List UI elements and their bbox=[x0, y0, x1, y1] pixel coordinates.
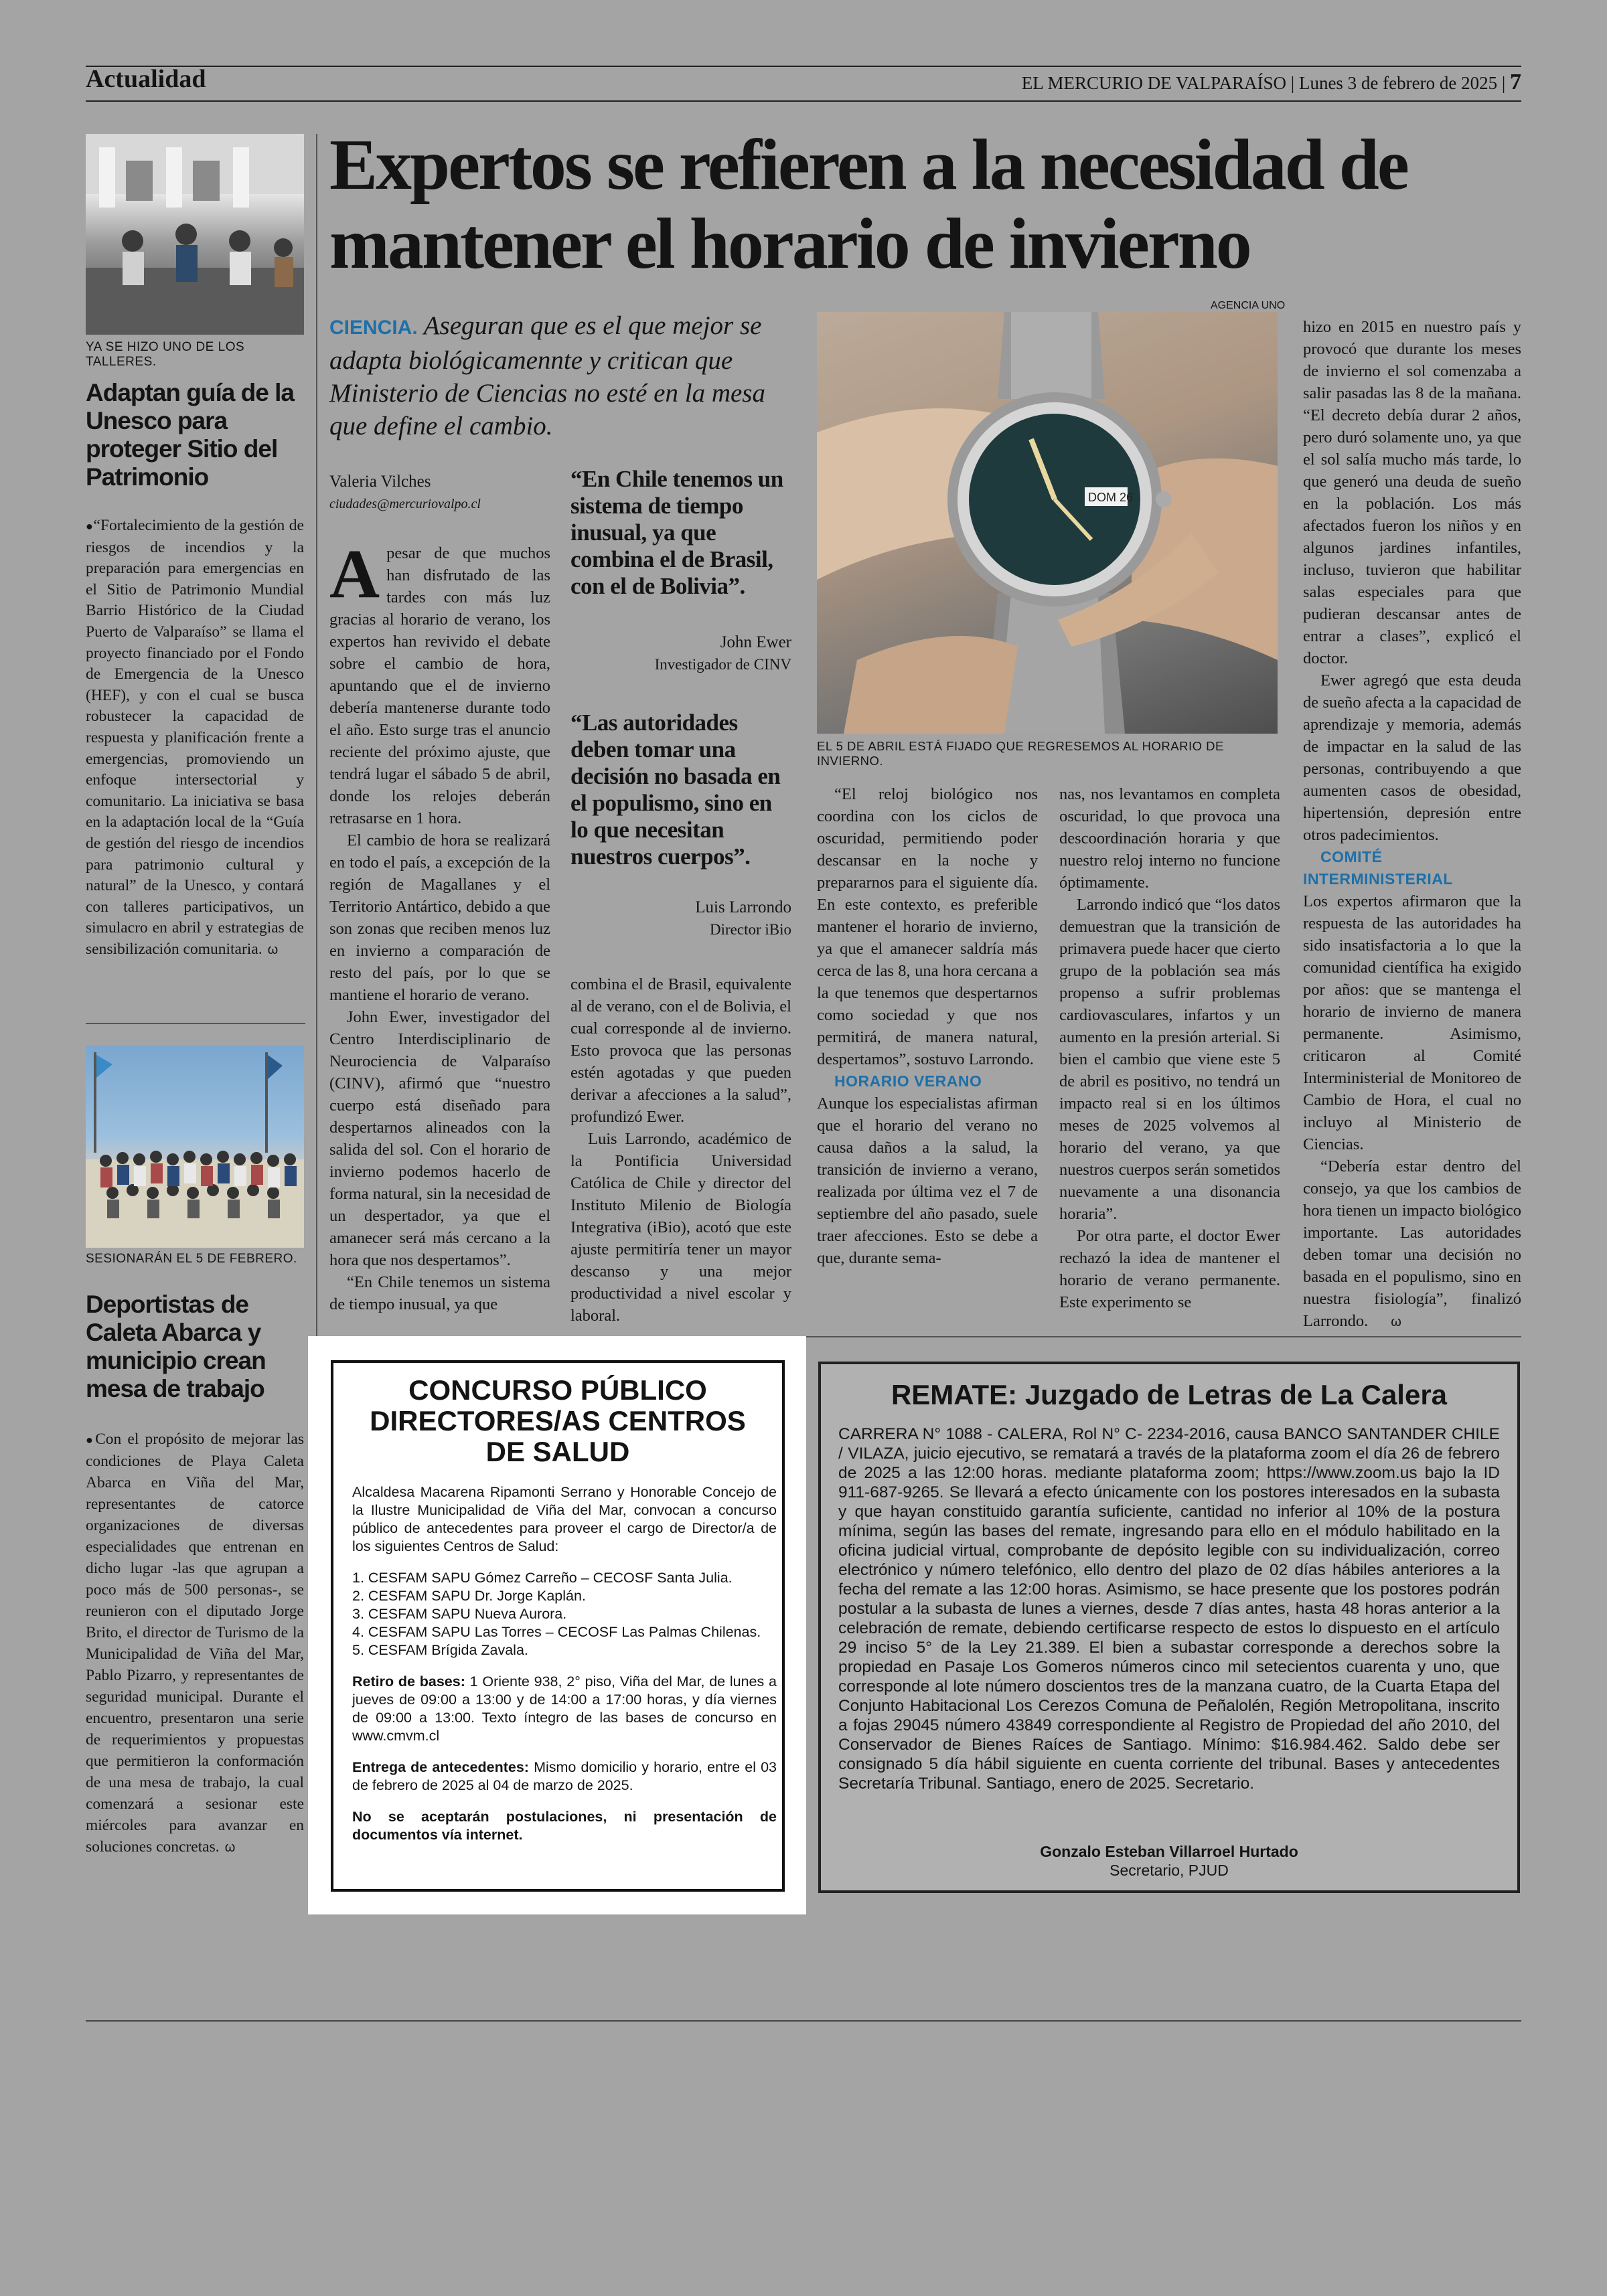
end-mark: ω bbox=[224, 1840, 236, 1855]
beach-group-illustration bbox=[86, 1046, 304, 1248]
quote2-role: Director iBio bbox=[710, 921, 791, 938]
page-number: 7 bbox=[1510, 70, 1521, 94]
concurso-note: No se aceptarán postulaciones, ni presentación de documentos vía internet. bbox=[352, 1809, 777, 1843]
col4-para-3: Por otra parte, el doctor Ewer rechazó la idea de mantener el horario de verano permanente. Este experimento se bbox=[1059, 1227, 1280, 1311]
page-bottom-rule bbox=[86, 2020, 1521, 2022]
header-rule bbox=[86, 66, 1521, 67]
col5-para-1: hizo en 2015 en nuestro país y provocó que durante los meses de invierno el sol comenzaba a salir pasadas las 8 de la mañana. “El decreto debía durar 2 años, pero duró solamente uno, ya que el sol salía mucho más tarde, lo que generó una deuda de sueño en la población. Los más afectados fueron los niños y en algunos jardines infantiles, incluso, tuvieron que habilitar salas especiales para que pudieran descansar antes de entrar a clases”, explicó el doctor. bbox=[1303, 318, 1521, 667]
remate-ad-title: REMATE: Juzgado de Letras de La Calera bbox=[891, 1379, 1448, 1410]
concurso-retiro bbox=[352, 1673, 777, 1745]
col5-para-3: Los expertos afirmaron que la respuesta de las autoridades ha sido insatisfactoria a lo que la comunidad científica ha exigido por años: que se mantenga el horario de invierno de manera permanente. Asimismo, criticaron al Comité Interministerial de Monitoreo de Cambio de Hora, el cual no incluyo al Ministerio de Ciencias. bbox=[1303, 892, 1521, 1153]
watch-illustration bbox=[817, 312, 1278, 734]
paper-date bbox=[1022, 70, 1521, 95]
drop-cap: A bbox=[329, 536, 380, 612]
story1-headline: Adaptan guía de la Unesco para proteger Sitio del Patrimonio bbox=[86, 379, 294, 491]
col1-para-4: “En Chile tenemos un sistema de tiempo inusual, ya que bbox=[329, 1273, 550, 1313]
article-col-1 bbox=[329, 536, 550, 1315]
article-col-4 bbox=[1059, 783, 1280, 1313]
article-col-3 bbox=[817, 783, 1038, 1269]
story2-headline: Deportistas de Caleta Abarca y municipio crean mesa de trabajo bbox=[86, 1291, 266, 1402]
paper-date-text: EL MERCURIO DE VALPARAÍSO | Lunes 3 de febrero de 2025 | bbox=[1021, 73, 1506, 93]
concurso-centers-list bbox=[352, 1569, 777, 1659]
concurso-ad-title: CONCURSO PÚBLICO DIRECTORES/AS CENTROS DE SALUD bbox=[370, 1374, 746, 1467]
col2-para-2: Luis Larrondo, académico de la Pontificia Universidad Católica de Chile y director del Instituto Milenio de Biología Integrativa (iBio), acotó que este ajuste permitiría tener un mayor descanso y una mejor productividad a nivel escolar y laboral. bbox=[570, 1130, 791, 1325]
col1-para-2: El cambio de hora se realizará en todo el país, a excepción de la región de Magallanes y el Territorio Antártico, debido a que son zonas que reciben menos luz en invierno a comparación de resto del país, por lo que se mantiene el horario de verano. bbox=[329, 831, 550, 1004]
end-mark: ω bbox=[267, 942, 279, 957]
watch-date-window: DOM 26 bbox=[1088, 491, 1134, 504]
workshop-illustration bbox=[86, 134, 304, 335]
subhead-comite: COMITÉ INTERMINISTERIAL bbox=[1303, 848, 1453, 888]
concurso-ad-body bbox=[352, 1483, 777, 1858]
story2-caption: SESIONARÁN EL 5 DE FEBRERO. bbox=[86, 1252, 297, 1266]
author-email: ciudades@mercuriovalpo.cl bbox=[329, 497, 481, 511]
article-headline: Expertos se refieren a la necesidad de mantener el horario de invierno bbox=[329, 125, 1407, 284]
remate-signer-role: Secretario, PJUD bbox=[1109, 1862, 1229, 1879]
end-mark: ω bbox=[1391, 1315, 1401, 1329]
concurso-center-item: 5. CESFAM Brígida Zavala. bbox=[352, 1642, 528, 1658]
story1-caption: YA SE HIZO UNO DE LOS TALLERES. bbox=[86, 340, 245, 369]
header-underline bbox=[86, 100, 1521, 102]
article-col-5 bbox=[1303, 316, 1521, 1333]
subhead-horario-verano: HORARIO VERANO bbox=[834, 1072, 982, 1090]
concurso-retiro-label: Retiro de bases: bbox=[352, 1673, 465, 1690]
article-col-2 bbox=[570, 973, 791, 1327]
remate-signer: Gonzalo Esteban Villarroel Hurtado bbox=[1040, 1843, 1298, 1860]
col4-para-1: nas, nos levantamos en completa oscuridad, lo que provoca una descoordinación horaria y que nuestro reloj interno no funcione óptimamente. bbox=[1059, 785, 1280, 892]
section-tag: CIENCIA. bbox=[329, 317, 418, 339]
quote1-name: John Ewer bbox=[720, 633, 791, 651]
concurso-center-item: 1. CESFAM SAPU Gómez Carreño – CECOSF Santa Julia. bbox=[352, 1570, 733, 1586]
watch-photo bbox=[817, 312, 1278, 734]
col3-para-2: Aunque los especialistas afirman que el horario del verano no causa daños a la salud, la transición de invierno a verano, realizada por última vez el 7 de septiembre del año pasado, suele traer afecciones. Esto se debe a que, durante sema- bbox=[817, 1094, 1038, 1267]
col5-para-4: “Debería estar dentro del consejo, ya que los cambios de hora tienen un impacto biológico importante. Las autoridades deben tomar una decisión no basada en el populismo, sino en nuestra fisiología”, finalizó Larrondo. ω bbox=[1303, 1155, 1521, 1333]
story1-text: ● “Fortalecimiento de la gestión de riesgos de incendios y la preparación para emergencias en el Sitio de Patrimonio Mundial Barrio Histórico de la Ciudad Puerto de Valparaíso” se llama el proyecto financiado por el Fondo de Emergencia de la Unesco (HEF), y con el cual se busca robustecer la capacidad de respuesta y planificación frente a emergencias, promoviendo un enfoque intersectorial y comunitario. La iniciativa se basa en la adaptación local de la “Guía de gestión del riesgo de incendios para patrimonio cultural y natural” de la Unesco, y contará con talleres participativos, un simulacro en abril y estrategias de sensibilización comunitaria. ω bbox=[86, 515, 304, 961]
story2-body bbox=[86, 1428, 304, 1858]
story2-text: ● Con el propósito de mejorar las condiciones de Playa Caleta Abarca en Viña del Mar, representantes de catorce organizaciones de diversas especialidades que entrenan en dicho lugar -las que agrupan a poco más de 500 personas-, se reunieron con el diputado Jorge Brito, el director de Turismo de la Municipalidad de Viña del Mar, Pablo Pizarro, y representantes de seguridad municipal. Durante el encuentro, presentaron una serie de requerimientos y propuestas que permitieron la conformación de una mesa de trabajo, la cual comenzará a sesionar este miércoles para avanzar en soluciones concretas. ω bbox=[86, 1428, 304, 1858]
deck-text: Aseguran que es el que mejor se adapta biológicamennte y critican que Ministerio de Ciencias no esté en la mesa que define el cambio. bbox=[329, 311, 765, 440]
concurso-entrega-label: Entrega de antecedentes: bbox=[352, 1759, 529, 1775]
pull-quote-2: “Las autoridades deben tomar una decisión no basada en el populismo, sino en lo que necesitan nuestros cuerpos”. bbox=[570, 710, 781, 870]
author-name: Valeria Vilches bbox=[329, 473, 431, 491]
pull-quote-1: “En Chile tenemos un sistema de tiempo inusual, ya que combina el de Brasil, con el de Bolivia”. bbox=[570, 466, 783, 599]
article-deck bbox=[329, 309, 798, 442]
col5-para-2: Ewer agregó que esta deuda de sueño afecta a la capacidad de aprendizaje y memoria, además de impactar en la salud de las personas, contribuyendo a que aumenten casos de obesidad, hipertensión, depresión entre otros padecimientos. bbox=[1303, 671, 1521, 844]
concurso-entrega-text: Mismo domicilio y horario, entre el 03 de febrero de 2025 al 04 de marzo de 2025. bbox=[352, 1759, 777, 1793]
col3-para-1: “El reloj biológico nos coordina con los ciclos de oscuridad, permitiendo poder descansar en la noche y prepararnos para el siguiente día. En este contexto, es preferible mantener el horario de invierno, ya que el amanecer saldría más cerca de las 8, una hora cercana a la que tenemos que despertarnos como sociedad y que nos permitirá, de manera natural, despertamos”, sostuvo Larrondo. bbox=[817, 785, 1038, 1068]
col4-para-2: Larrondo indicó que “los datos demuestran que la transición de primavera puede hacer que cierto grupo de la población sea más propenso a sufrir problemas cardiovasculares, infartos y un aumento en la presión arterial. Si bien el cambio que viene este 5 de abril es positivo, no tendrá un impacto real si en los últimos meses de 2025 volvemos al horario del verano, ya que nuestros cuerpos serán sometidos nuevamente a una disonancia horaria”. bbox=[1059, 896, 1280, 1223]
concurso-center-item: 4. CESFAM SAPU Las Torres – CECOSF Las Palmas Chilenas. bbox=[352, 1624, 761, 1640]
story1-body bbox=[86, 515, 304, 961]
col2-para-1: combina el de Brasil, equivalente al de verano, con el de Bolivia, el cual corresponde al de invierno. Esto provoca que las personas estén agotadas y que pueden derivar a afecciones a la salud”, profundizó Ewer. bbox=[570, 975, 791, 1126]
remate-ad-signature bbox=[830, 1842, 1508, 1880]
watch-caption: EL 5 DE ABRIL ESTÁ FIJADO QUE REGRESEMOS AL HORARIO DE INVIERNO. bbox=[817, 739, 1224, 768]
section-name: Actualidad bbox=[86, 65, 206, 93]
quote2-name: Luis Larrondo bbox=[695, 898, 791, 916]
concurso-entrega bbox=[352, 1758, 777, 1795]
concurso-retiro-text: 1 Oriente 938, 2° piso, Viña del Mar, de lunes a jueves de 09:00 a 13:00 y de 14:00 a 17:00 horas, y día viernes de 09:00 a 13:00. Texto íntegro de las bases de concurso en www.cmvm.cl bbox=[352, 1673, 777, 1744]
remate-ad-body: CARRERA N° 1088 - CALERA, Rol N° C- 2234-2016, causa BANCO SANTANDER CHILE / VILAZA, juicio ejecutivo, se rematará a través de la plataforma zoom el día 26 de febrero de 2025 a las 12:00 horas. mediante plataforma zoom; https://www.zoom.us bajo la ID 911-687-9265. Se llevará a efecto únicamente con los postores interesados en la subasta y que hayan constituido garantía suficiente, cantidad no inferior al 10% de la postura mínima, según las bases del remate, ingresando para ello en el módulo habilitado en la oficina judicial virtual, comprobante de depósito legible con su individualización, correo electrónico y número telefónico, ello dentro del plazo de 02 días hábiles anteriores a la fecha del remate a las 12:00 horas. Asimismo, se hace presente que los postores podrán postular a la subasta de lunes a viernes, desde 7 días antes, hasta 48 horas anterior a la celebración de remate, debiendo certificarse respecto de estos lo dispuesto en el artículo 29 inciso 5° de la Ley 21.389. El bien a subastar corresponde a derechos sobre la propiedad en Pasaje Los Gomeros números cinco mil setecientos cuarenta y uno, que corresponde al lote número doscientos tres de la manzana cuatro, de la Cuarta Etapa del Conjunto Habitacional Los Cerezos Comuna de Peñalolén, Región Metropolitana, inscrito a fojas 29045 número 43849 correspondiente al Registro de Propiedad del año 2010, del Conservador de Bienes Raíces de Santiago. Mínimo: $16.984.462. Saldo debe ser consignado 5 día hábil siguiente en cuenta corriente del tribunal. Bases y antecedentes Secretaría Tribunal. Santiago, enero de 2025. Secretario. bbox=[838, 1425, 1500, 1793]
workshop-photo bbox=[86, 134, 304, 335]
sidebar-divider bbox=[86, 1023, 305, 1024]
quote1-role: Investigador de CINV bbox=[654, 656, 791, 673]
concurso-center-item: 2. CESFAM SAPU Dr. Jorge Kaplán. bbox=[352, 1588, 586, 1604]
photo-credit: AGENCIA UNO bbox=[1211, 300, 1286, 311]
concurso-center-item: 3. CESFAM SAPU Nueva Aurora. bbox=[352, 1606, 567, 1622]
beach-group-photo bbox=[86, 1046, 304, 1248]
col1-para-1: Apesar de que muchos han disfrutado de las tardes con más luz gracias al horario de verano, los expertos han revivido el debate sobre el cambio de hora, apuntando que el de invierno debería mantenerse durante todo el año. Esto surge tras el anuncio reciente del próximo ajuste, que tendrá lugar el sábado 5 de abril, donde los relojes deberán retrasarse en 1 hora. bbox=[329, 536, 550, 827]
concurso-intro: Alcaldesa Macarena Ripamonti Serrano y Honorable Concejo de la Ilustre Municipalidad de Viña del Mar, convocan a concurso público de antecedentes para proveer el cargo de Director/a de los siguientes Centros de Salud: bbox=[352, 1484, 777, 1554]
col1-para-3: John Ewer, investigador del Centro Interdisciplinario de Neurociencia de Valparaíso (CINV), afirmó que “nuestro cuerpo está diseñado para despertarnos alineados con la salida del sol. Con el horario de invierno podemos hacerlo de forma natural, sin la necesidad de un despertador, ya que el amanecer será más cercano a la hora que nos despertamos”. bbox=[329, 1008, 550, 1269]
